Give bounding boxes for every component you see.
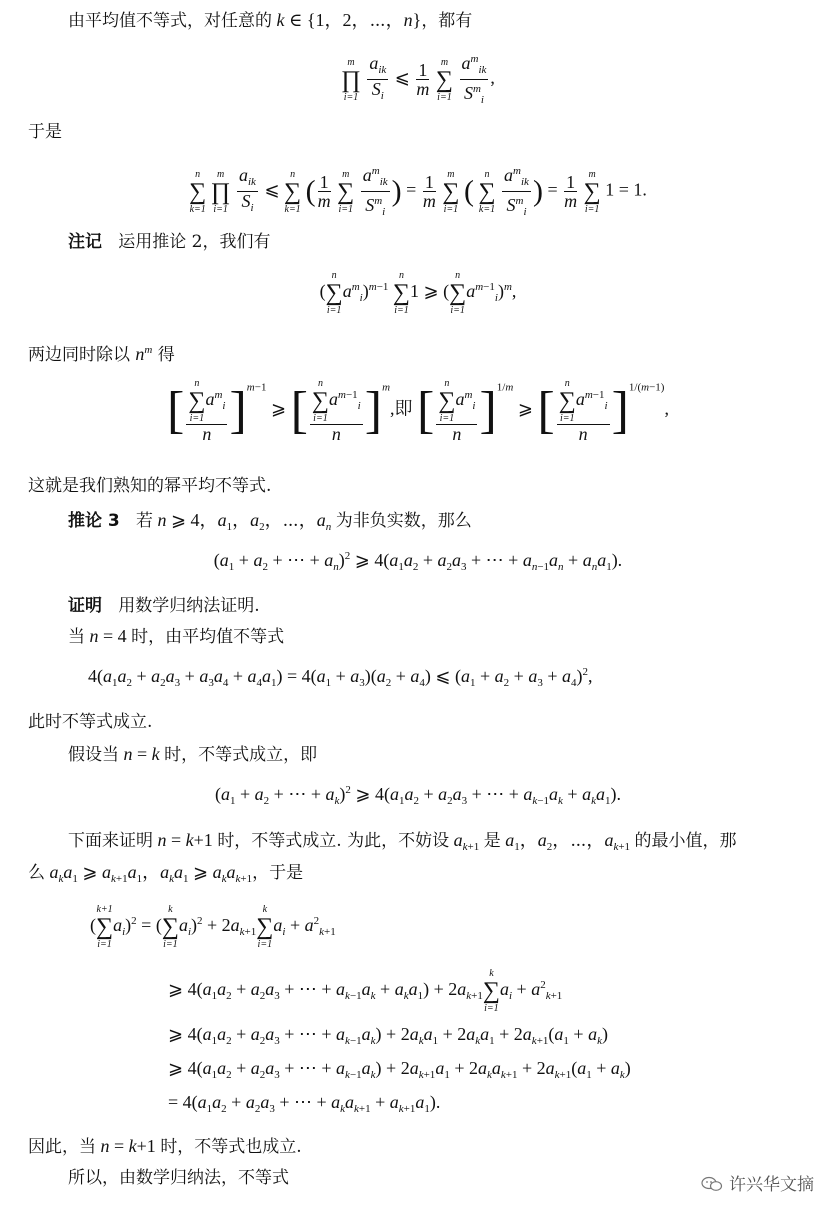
text-line: 两边同时除以 $n^m$ 得 (28, 344, 175, 365)
text-line (68, 230, 270, 254)
equation-4: [ n ∑ i=1 $a^m_i$ n ]$^{m-1}$ ⩾ [ n ∑ i=1 $a^{m-1}_i$ n ]$^m$,即 [ n ∑ i=1 $a^m_i$ n ]$^{1/m}$ ⩾ [ n ∑ i=1 $a^{m-1}_i$ n ]$^{1/(m-1)}$, (167, 378, 669, 444)
text-line (28, 710, 152, 734)
equation-3: ( n ∑ i=1 $a^m_i)^{m-1}$ n ∑ i=1 1 ⩾ ( n ∑ i=1 $a^{m-1}_i)^m$, (319, 270, 517, 316)
text-line: 当 n = 4 时，由平均值不等式 (68, 626, 285, 647)
derivation-line-5: = $4(a_1a_2 + a_2a_3$ + ⋯ + $a_ka_{k+1} + a_{k+1}a_1$). (168, 1092, 441, 1115)
text-line: 么 $a_ka_1$ ⩾ $a_{k+1}a_1$，$a_ka_1$ ⩾ $a_ka_{k+1}$，于是 (28, 862, 304, 885)
text-line (28, 474, 271, 498)
text: 假设当 (68, 745, 119, 765)
derivation-line-1: ( k+1 ∑ i=1 $a_i)^2$ = ( k ∑ i=1 $a_i)^2 + 2a_{k+1}$ k ∑ i=1 $a_i + a^2_{k+1}$ (90, 904, 336, 950)
text-line: 由平均值不等式，对任意的 k ∈ {1，2，⋯，n}，都有 (68, 10, 473, 31)
text: 于是 (28, 122, 62, 142)
derivation-line-4: ⩾ $4(a_1a_2 + a_2a_3$ + ⋯ + $a_{k-1}a_k) + 2a_{k+1}a_1 + 2a_ka_{k+1} + 2a_{k+1}(a_1 + a_k)$ (168, 1058, 631, 1081)
equation-6: $4(a_1a_2 + a_2a_3 + a_3a_4 + a_4a_1) = 4(a_1 + a_3)(a_2 + a_4)$ ⩽ $(a_1 + a_2 + a_3 + a_4)^2$, (88, 666, 593, 689)
text: 时，不等式成立. 为此，不妨设 (217, 831, 450, 851)
text: ，于是 (252, 863, 304, 883)
proof-label: 证明 (68, 596, 102, 616)
note-label: 注记 (68, 232, 102, 252)
text: 运用推论 2，我们有 (118, 232, 271, 252)
text: 所以，由数学归纳法，不等式 (68, 1168, 289, 1188)
text: 为非负实数，那么 (335, 511, 472, 531)
equation-5: ($a_1 + a_2$ + ⋯ + $a_n)^2$ ⩾ $4(a_1a_2 + a_2a_3$ + ⋯ + $a_{n-1}a_n + a_na_1$). (213, 550, 623, 573)
text: 用数学归纳法证明. (118, 596, 260, 616)
text: 下面来证明 (68, 831, 153, 851)
text-line: 推论 3 若 n ⩾ 4，$a_1$，$a_2$，⋯，$a_n$ 为非负实数，那么 (68, 510, 472, 533)
text: 时，由平均值不等式 (131, 627, 285, 647)
text: 得 (157, 345, 175, 365)
text: 因此，当 (28, 1137, 96, 1157)
text: 两边同时除以 (28, 345, 130, 365)
equation-1: m ∏ i=1 $\frac{a_{ik}}{S_i}$ ⩽ $\frac{1}{m}$ m ∑ i=1 $\frac{a^m_{ik}}{S^m_i}$ , (0, 50, 836, 109)
equation-2: n ∑ k=1 m ∏ i=1 $\frac{a_{ik}}{S_i}$ ⩽ n ∑ k=1 ( $\frac{1}{m}$ m ∑ i=1 $\frac{a^m_{ik}}{S^m_i}$ ) = $\frac{1}{m}$ m ∑ i=1 ( n ∑ k=1 $\frac{a^m_{ik}}{S^m_i}$ ) = $\frac{1}{m}$ m ∑ i=1 1 = 1. (0, 162, 836, 221)
corollary-label: 推论 3 (68, 511, 120, 531)
wechat-icon (701, 1176, 723, 1192)
equation-7: ($a_1 + a_2$ + ⋯ + $a_k)^2$ ⩾ $4(a_1a_2 + a_2a_3$ + ⋯ + $a_{k-1}a_k + a_ka_1$). (215, 784, 621, 807)
watermark (701, 1170, 814, 1195)
text: 的最小值，那 (634, 831, 737, 851)
text: 是 (483, 831, 501, 851)
text-line (68, 594, 260, 618)
text: 这就是我们熟知的幂平均不等式. (28, 476, 272, 496)
derivation-line-3: ⩾ $4(a_1a_2 + a_2a_3$ + ⋯ + $a_{k-1}a_k) + 2a_ka_1 + 2a_ka_1 + 2a_{k+1}(a_1 + a_k)$ (168, 1024, 608, 1047)
text: 么 (28, 863, 45, 883)
watermark-text: 许兴华文摘 (729, 1175, 814, 1195)
text: 时，不等式也成立. (160, 1137, 302, 1157)
text-line (28, 120, 62, 144)
text: 此时不等式成立. (28, 712, 153, 732)
text: 时，不等式成立，即 (164, 745, 318, 765)
text: 由平均值不等式，对任意的 (68, 11, 272, 31)
text-line (68, 1166, 289, 1190)
text: ，都有 (421, 11, 473, 31)
text-line: 下面来证明 n = k+1 时，不等式成立. 为此，不妨设 $a_{k+1}$ 是 $a_1$，$a_2$，⋯，$a_{k+1}$ 的最小值，那 (68, 830, 737, 853)
text-line: 假设当 n = k 时，不等式成立，即 (68, 744, 318, 765)
derivation-line-2: ⩾ $4(a_1a_2 + a_2a_3$ + ⋯ + $a_{k-1}a_k + a_ka_1) + 2a_{k+1}$ k ∑ i=1 $a_i + a^2_{k+1}$ (168, 968, 563, 1014)
text-line: 因此，当 n = k+1 时，不等式也成立. (28, 1136, 302, 1157)
